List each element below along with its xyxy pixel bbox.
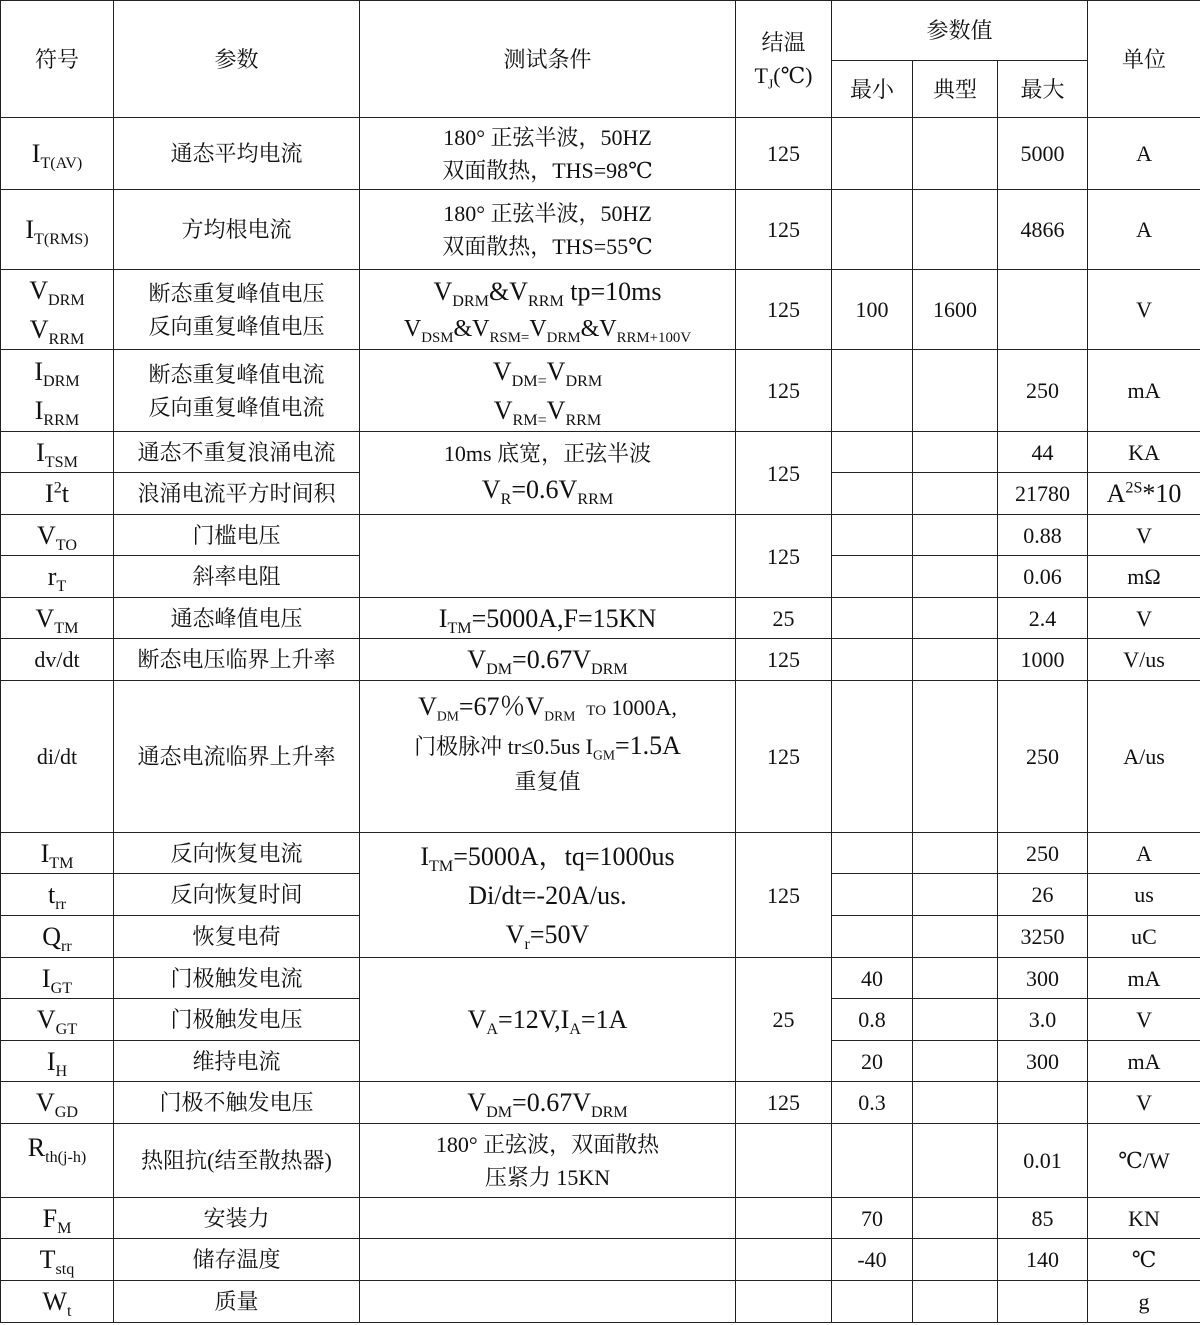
- unit-cell: V: [1088, 999, 1200, 1041]
- max-cell: 0.01: [998, 1124, 1088, 1198]
- unit-cell: KN: [1088, 1198, 1200, 1239]
- max-cell: 44: [998, 432, 1088, 473]
- param-cell: 断态重复峰值电压 反向重复峰值电压: [114, 270, 360, 350]
- condition-cell: $V_A=12V,I_A=1A$: [360, 958, 736, 1082]
- symbol-cell: $T_{stq}$: [1, 1239, 114, 1281]
- tj-cell: 125: [736, 432, 832, 515]
- param-cell: 维持电流: [114, 1041, 360, 1082]
- table-row: [1, 833, 1200, 874]
- max-cell: [998, 1281, 1088, 1323]
- table-row: [1, 598, 1200, 639]
- max-cell: [998, 1082, 1088, 1124]
- min-cell: 70: [832, 1198, 913, 1239]
- max-cell: 300: [998, 1041, 1088, 1082]
- min-cell: [832, 190, 913, 270]
- param-cell: 反向恢复时间: [114, 874, 360, 916]
- typ-cell: [913, 833, 998, 874]
- param-cell: 安装力: [114, 1198, 360, 1239]
- min-cell: [832, 556, 913, 598]
- typ-cell: [913, 473, 998, 515]
- symbol-cell: $I_{T(RMS)}$: [1, 190, 114, 270]
- param-cell: 斜率电阻: [114, 556, 360, 598]
- tj-cell: 125: [736, 515, 832, 598]
- max-cell: 1000: [998, 639, 1088, 681]
- unit-cell: A: [1088, 190, 1200, 270]
- min-cell: [832, 833, 913, 874]
- header-min: 最小: [832, 61, 913, 118]
- tj-cell: [736, 1281, 832, 1323]
- typ-cell: [913, 916, 998, 958]
- condition-cell: 180° 正弦波，双面散热 压紧力 15KN: [360, 1124, 736, 1198]
- condition-cell: 10ms 底宽，正弦半波 $V_R=0.6V_{RRM}$: [360, 432, 736, 515]
- param-cell: 门极触发电压: [114, 999, 360, 1041]
- tj-cell: 125: [736, 681, 832, 833]
- typ-cell: [913, 639, 998, 681]
- header-unit: 单位: [1088, 1, 1200, 118]
- unit-cell: V: [1088, 515, 1200, 556]
- param-cell: 热阻抗(结至散热器): [114, 1124, 360, 1198]
- header-typ: 典型: [913, 61, 998, 118]
- unit-cell: mA: [1088, 958, 1200, 999]
- param-cell: 通态平均电流: [114, 118, 360, 190]
- condition-cell: [360, 1239, 736, 1281]
- min-cell: 100: [832, 270, 913, 350]
- param-cell: 质量: [114, 1281, 360, 1323]
- param-cell: 门极不触发电压: [114, 1082, 360, 1124]
- header-symbol: 符号: [1, 1, 114, 118]
- typ-cell: [913, 556, 998, 598]
- typ-cell: [913, 1041, 998, 1082]
- unit-cell: V: [1088, 1082, 1200, 1124]
- param-cell: 门极触发电流: [114, 958, 360, 999]
- table-row: [1, 1239, 1200, 1281]
- max-cell: 0.06: [998, 556, 1088, 598]
- unit-cell: uC: [1088, 916, 1200, 958]
- unit-cell: us: [1088, 874, 1200, 916]
- tj-cell: 125: [736, 350, 832, 432]
- max-cell: 140: [998, 1239, 1088, 1281]
- table-row: [1, 350, 1200, 432]
- condition-cell: [360, 1198, 736, 1239]
- symbol-cell: $I_{TSM}$: [1, 432, 114, 473]
- header-condition: 测试条件: [360, 1, 736, 118]
- table-row: [1, 432, 1200, 473]
- table-row: [1, 1198, 1200, 1239]
- param-cell: 门槛电压: [114, 515, 360, 556]
- tj-cell: 125: [736, 1082, 832, 1124]
- param-cell: 恢复电荷: [114, 916, 360, 958]
- tj-cell: 125: [736, 270, 832, 350]
- condition-cell: $V_{DM}=0.67V_{DRM}$: [360, 639, 736, 681]
- tj-cell: [736, 1239, 832, 1281]
- typ-cell: [913, 432, 998, 473]
- max-cell: 3.0: [998, 999, 1088, 1041]
- param-cell: 浪涌电流平方时间积: [114, 473, 360, 515]
- symbol-cell: $I_{TM}$: [1, 833, 114, 874]
- unit-cell: A: [1088, 118, 1200, 190]
- typ-cell: [913, 874, 998, 916]
- typ-cell: [913, 1239, 998, 1281]
- header-max: 最大: [998, 61, 1088, 118]
- tj-cell: [736, 1198, 832, 1239]
- tj-cell: 125: [736, 190, 832, 270]
- tj-cell: 25: [736, 958, 832, 1082]
- symbol-cell: $t_{rr}$: [1, 874, 114, 916]
- symbol-cell: $I_{GT}$: [1, 958, 114, 999]
- min-cell: [832, 1124, 913, 1198]
- max-cell: 300: [998, 958, 1088, 999]
- unit-cell: $A^{2S}*10$: [1088, 473, 1200, 515]
- min-cell: [832, 515, 913, 556]
- header-tj-symbol: $T_J(℃)$: [754, 63, 813, 92]
- header-tj: [736, 1, 832, 118]
- table-row: [1, 190, 1200, 270]
- typ-cell: [913, 1281, 998, 1323]
- typ-cell: [913, 118, 998, 190]
- min-cell: [832, 874, 913, 916]
- unit-cell: V: [1088, 270, 1200, 350]
- param-cell: 储存温度: [114, 1239, 360, 1281]
- max-cell: 250: [998, 833, 1088, 874]
- symbol-cell: $V_{DRM}$ $V_{RRM}$: [1, 270, 114, 350]
- condition-cell: [360, 1281, 736, 1323]
- max-cell: 2.4: [998, 598, 1088, 639]
- unit-cell: mΩ: [1088, 556, 1200, 598]
- min-cell: [832, 473, 913, 515]
- max-cell: 250: [998, 681, 1088, 833]
- typ-cell: [913, 958, 998, 999]
- typ-cell: [913, 350, 998, 432]
- param-cell: 断态重复峰值电流 反向重复峰值电流: [114, 350, 360, 432]
- condition-cell: $I_{TM}=5000A,F=15KN$: [360, 598, 736, 639]
- typ-cell: [913, 999, 998, 1041]
- condition-cell: 180° 正弦半波，50HZ 双面散热，THS=98℃: [360, 118, 736, 190]
- typ-cell: [913, 1198, 998, 1239]
- unit-cell: A/us: [1088, 681, 1200, 833]
- max-cell: 5000: [998, 118, 1088, 190]
- typ-cell: 1600: [913, 270, 998, 350]
- tj-cell: 125: [736, 639, 832, 681]
- min-cell: [832, 639, 913, 681]
- unit-cell: V: [1088, 598, 1200, 639]
- tj-cell: 25: [736, 598, 832, 639]
- condition-cell: [360, 515, 736, 598]
- symbol-cell: $I_{T(AV)}$: [1, 118, 114, 190]
- table-row: [1, 958, 1200, 999]
- symbol-cell: $I_{DRM}$ $I_{RRM}$: [1, 350, 114, 432]
- condition-cell: 180° 正弦半波，50HZ 双面散热，THS=55℃: [360, 190, 736, 270]
- unit-cell: A: [1088, 833, 1200, 874]
- unit-cell: mA: [1088, 350, 1200, 432]
- param-cell: 断态电压临界上升率: [114, 639, 360, 681]
- typ-cell: [913, 598, 998, 639]
- min-cell: 0.3: [832, 1082, 913, 1124]
- symbol-cell: $R_{th(j-h)}$: [1, 1124, 114, 1198]
- header-values: 参数值: [832, 1, 1088, 61]
- max-cell: 3250: [998, 916, 1088, 958]
- min-cell: 0.8: [832, 999, 913, 1041]
- condition-cell: $V_{DM=}V_{DRM}$ $V_{RM=}V_{RRM}$: [360, 350, 736, 432]
- param-cell: 通态峰值电压: [114, 598, 360, 639]
- param-cell: 方均根电流: [114, 190, 360, 270]
- table-row: [1, 1082, 1200, 1124]
- unit-cell: V/us: [1088, 639, 1200, 681]
- table-row: [1, 270, 1200, 350]
- min-cell: -40: [832, 1239, 913, 1281]
- typ-cell: [913, 1124, 998, 1198]
- symbol-cell: $F_M$: [1, 1198, 114, 1239]
- min-cell: 20: [832, 1041, 913, 1082]
- condition-cell: $V_{DM}=67$％$V_{DRM}$ TO 1000A, 门极脉冲 tr≤0.5us $I_{GM}=1.5A$ 重复值: [360, 681, 736, 833]
- max-cell: 250: [998, 350, 1088, 432]
- header-row: [1, 1, 1200, 61]
- symbol-cell: $I_H$: [1, 1041, 114, 1082]
- header-param: 参数: [114, 1, 360, 118]
- min-cell: [832, 1281, 913, 1323]
- max-cell: 21780: [998, 473, 1088, 515]
- min-cell: [832, 598, 913, 639]
- symbol-cell: di/dt: [1, 681, 114, 833]
- min-cell: [832, 350, 913, 432]
- symbol-cell: $V_{TO}$: [1, 515, 114, 556]
- tj-cell: [736, 1124, 832, 1198]
- param-cell: 反向恢复电流: [114, 833, 360, 874]
- unit-cell: ℃/W: [1088, 1124, 1200, 1198]
- symbol-cell: $V_{TM}$: [1, 598, 114, 639]
- typ-cell: [913, 515, 998, 556]
- table-row: [1, 515, 1200, 556]
- symbol-cell: dv/dt: [1, 639, 114, 681]
- condition-cell: $V_{DM}=0.67V_{DRM}$: [360, 1082, 736, 1124]
- max-cell: 0.88: [998, 515, 1088, 556]
- min-cell: [832, 916, 913, 958]
- param-cell: 通态电流临界上升率: [114, 681, 360, 833]
- symbol-cell: $I^2t$: [1, 473, 114, 515]
- symbol-cell: $V_{GT}$: [1, 999, 114, 1041]
- table-row: [1, 681, 1200, 833]
- table-row: [1, 639, 1200, 681]
- table-row: [1, 118, 1200, 190]
- symbol-cell: $W_t$: [1, 1281, 114, 1323]
- symbol-cell: $V_{GD}$: [1, 1082, 114, 1124]
- table-row: [1, 1124, 1200, 1198]
- symbol-cell: $r_T$: [1, 556, 114, 598]
- unit-cell: g: [1088, 1281, 1200, 1323]
- typ-cell: [913, 681, 998, 833]
- max-cell: 26: [998, 874, 1088, 916]
- condition-cell: $I_{TM}=5000A$，tq=1000us Di/dt=-20A/us. $V_r=50V$: [360, 833, 736, 958]
- max-cell: 85: [998, 1198, 1088, 1239]
- header-tj-label: 结温: [761, 30, 806, 55]
- condition-cell: $V_{DRM}\&V_{RRM}$ tp=10ms $V_{DSM}\&V_{RSM=}V_{DRM}\&V_{RRM+100V}$: [360, 270, 736, 350]
- max-cell: [998, 270, 1088, 350]
- typ-cell: [913, 190, 998, 270]
- min-cell: 40: [832, 958, 913, 999]
- max-cell: 4866: [998, 190, 1088, 270]
- tj-cell: 125: [736, 118, 832, 190]
- min-cell: [832, 118, 913, 190]
- unit-cell: KA: [1088, 432, 1200, 473]
- tj-cell: 125: [736, 833, 832, 958]
- unit-cell: mA: [1088, 1041, 1200, 1082]
- unit-cell: ℃: [1088, 1239, 1200, 1281]
- param-cell: 通态不重复浪涌电流: [114, 432, 360, 473]
- min-cell: [832, 432, 913, 473]
- min-cell: [832, 681, 913, 833]
- table-row: [1, 1281, 1200, 1323]
- typ-cell: [913, 1082, 998, 1124]
- symbol-cell: $Q_{rr}$: [1, 916, 114, 958]
